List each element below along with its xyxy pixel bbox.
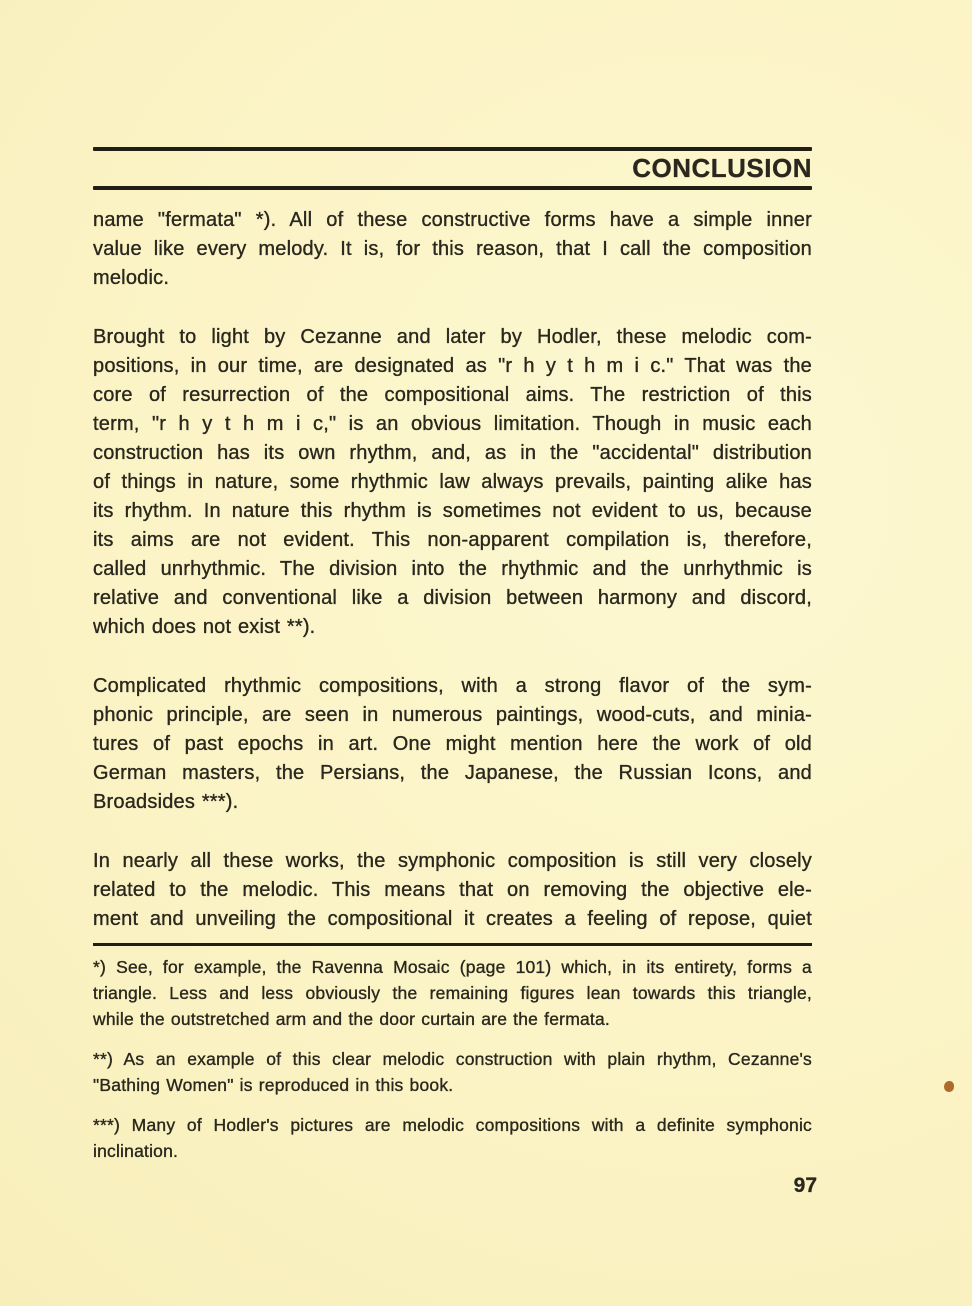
text-line: its aims are not evident. This non-apparent compilation is, therefore, [93, 529, 812, 551]
text-line: phonic principle, are seen in numerous paintings, wood-cuts, and minia- [93, 704, 812, 726]
header-rule-bottom [93, 186, 812, 190]
paragraph [93, 206, 812, 293]
text-line: of things in nature, some rhythmic law always prevails, painting alike has [93, 471, 812, 493]
body-text [93, 206, 812, 934]
text-line: its rhythm. In nature this rhythm is sometimes not evident to us, because [93, 500, 812, 522]
text-line: name "fermata" *). All of these constructive forms have a simple inner [93, 209, 812, 231]
text-line: which does not exist **). [93, 616, 316, 638]
text-line: **) As an example of this clear melodic construction with plain rhythm, Cezanne's [93, 1049, 812, 1069]
text-line: *) See, for example, the Ravenna Mosaic (page 101) which, in its entirety, forms a [93, 957, 812, 977]
text-line: ***) Many of Hodler's pictures are melodic compositions with a definite symphonic [93, 1115, 812, 1135]
paragraph [93, 323, 812, 642]
text-line: Broadsides ***). [93, 791, 239, 813]
footnote [93, 954, 812, 1032]
text-line: inclination. [93, 1141, 179, 1161]
text-line: positions, in our time, are designated as "r h y t h m i c." That was the [93, 355, 812, 377]
text-line: ment and unveiling the compositional it creates a feeling of repose, quiet [93, 908, 812, 930]
page-number: 97 [793, 1174, 817, 1197]
footnote [93, 1046, 812, 1098]
text-line: core of resurrection of the compositional aims. The restriction of this [93, 384, 812, 406]
footnote-separator-rule [93, 943, 812, 946]
chapter-title: CONCLUSION [632, 153, 812, 183]
text-line: term, "r h y t h m i c," is an obvious limitation. Though in music each [93, 413, 812, 435]
text-line: while the outstretched arm and the door curtain are the fermata. [93, 1009, 610, 1029]
text-line: Complicated rhythmic compositions, with a strong flavor of the sym- [93, 675, 812, 697]
text-line: melodic. [93, 267, 170, 289]
paragraph [93, 672, 812, 817]
text-line: related to the melodic. This means that on removing the objective ele- [93, 879, 812, 901]
text-line: tures of past epochs in art. One might mention here the work of old [93, 733, 812, 755]
ink-speck [944, 1081, 954, 1092]
text-line: relative and conventional like a division between harmony and discord, [93, 587, 812, 609]
text-line: value like every melody. It is, for this reason, that I call the composition [93, 238, 812, 260]
paragraph [93, 847, 812, 934]
footnotes [93, 954, 812, 1178]
text-line: triangle. Less and less obviously the remaining figures lean towards this triangle, [93, 983, 812, 1003]
footnote [93, 1112, 812, 1164]
text-line: German masters, the Persians, the Japanese, the Russian Icons, and [93, 762, 812, 784]
text-line: construction has its own rhythm, and, as in the "accidental" distribution [93, 442, 812, 464]
text-line: "Bathing Women" is reproduced in this book. [93, 1075, 454, 1095]
text-line: In nearly all these works, the symphonic composition is still very closely [93, 850, 812, 872]
chapter-header [93, 147, 812, 190]
text-line: called unrhythmic. The division into the rhythmic and the unrhythmic is [93, 558, 812, 580]
text-line: Brought to light by Cezanne and later by Hodler, these melodic com- [93, 326, 812, 348]
